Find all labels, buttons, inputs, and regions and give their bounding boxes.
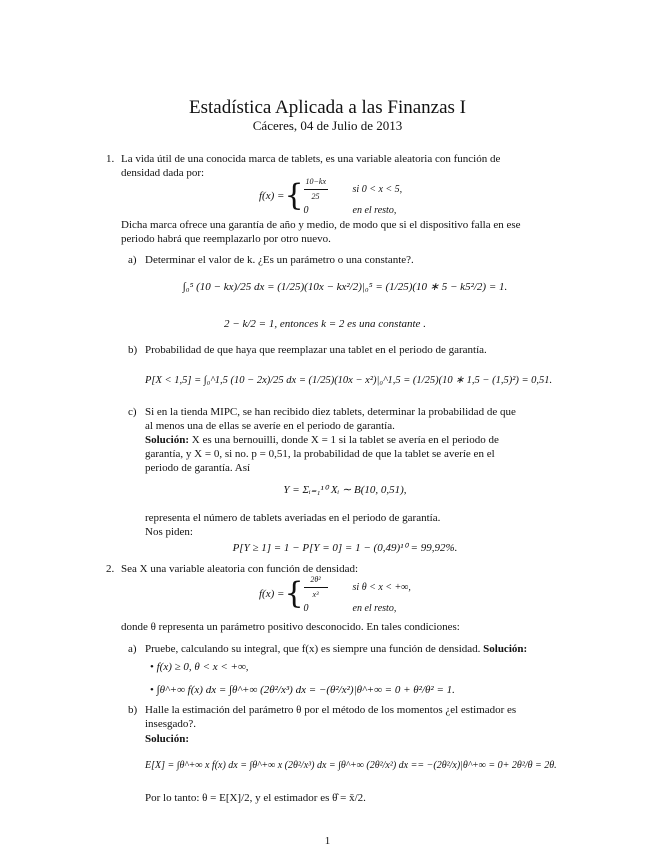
problem-1c-equation2: P[Y ≥ 1] = 1 − P[Y = 0] = 1 − (0,49)¹⁰ = 99,92%. [232,542,458,554]
problem-1c-line1: Si en la tienda MIPC, se han recibido diez tablets, determinar la probabilidad de que [145,406,516,418]
problem-1c-line7: Nos piden: [145,526,193,538]
document-title: Estadística Aplicada a las Finanzas I [189,97,466,118]
problem-1-intro-line1: La vida útil de una conocida marca de tablets, es una variable aleatoria con función de [121,153,501,165]
problem-1-density [259,176,403,216]
problem-1-number: 1. [106,153,115,165]
density-case2-condition: en el resto, [352,204,397,216]
bullet2-text: ∫θ^+∞ f(x) dx = ∫θ^+∞ (2θ²/x³) dx = −(θ²/x²)|θ^+∞ = 0 + θ²/θ² = 1. [156,684,455,696]
problem-2b-solution-label: Solución: [145,733,190,745]
problem-1b-equation: P[X < 1,5] = ∫₀^1,5 (10 − 2x)/25 dx = (1/25)(10x − x²)|₀^1,5 = (1/25)(10 ∗ 1,5 − (1,5)²) = 0,51. [145,375,553,386]
problem-2b-line2: insesgado?. [145,718,197,730]
problem-2a-bullet1 [150,661,249,674]
problem-1a-label: a) [128,254,137,266]
problem-2-density [259,574,411,614]
problem-2a-text-line [145,643,527,656]
problem-1c-line3: X es una bernouilli, donde X = 1 si la tablet se avería en el periodo de [191,434,499,446]
bullet1-text: f(x) ≥ 0, θ < x < +∞, [156,661,249,673]
problem-2-intro: Sea X una variable aleatoria con función de densidad: [121,563,359,575]
density-case2-value: 0 [303,204,309,216]
problem-2b-final: Por lo tanto: θ = E[X]/2, y el estimador es θ̂ = x̄/2. [145,792,366,804]
problem-1-intro-line2: densidad dada por: [121,167,205,179]
density-case1-numerator: 10−kx [304,175,328,190]
problem-1c-line5: periodo de garantía. Así [145,462,251,474]
problem-1c-line4: garantía, y X = 0, si no. p = 0,51, la probabilidad de que la tablet se averíe en el [145,448,495,460]
problem-1a-text: Determinar el valor de k. ¿Es un parámetro o una constante?. [145,254,414,266]
left-brace: { [284,576,304,611]
problem-1c-label: c) [128,406,137,418]
problem-1c-solution [145,434,499,447]
density-case1-condition: si 0 < x < 5, [352,183,403,195]
density-case2-value: 0 [303,602,309,614]
problem-2b-equation: E[X] = ∫θ^+∞ x f(x) dx = ∫θ^+∞ x (2θ²/x³) dx = ∫θ^+∞ (2θ²/x²) dx == −(2θ²/x)|θ^+∞ = 0+ 2θ²/θ = 2θ. [145,760,557,771]
solution-label: Solución: [145,434,190,446]
problem-1c-equation1: Y = Σᵢ₌₁¹⁰ Xᵢ ∼ B(10, 0,51), [283,484,407,496]
density-lhs: f(x) = [259,588,285,600]
problem-2a-text: Pruebe, calculando su integral, que f(x) es siempre una función de densidad. [145,643,481,655]
problem-2b-line1: Halle la estimación del parámetro θ por el método de los momentos ¿el estimador es [145,704,517,716]
bullet-icon: • [150,684,154,696]
problem-2-after: donde θ representa un parámetro positivo desconocido. En tales condiciones: [121,621,460,633]
page-number: 1 [324,835,331,847]
problem-1b-text: Probabilidad de que haya que reemplazar una tablet en el periodo de garantía. [145,344,487,356]
density-case1-numerator: 2θ² [304,573,328,588]
density-lhs: f(x) = [259,190,285,202]
problem-2-number: 2. [106,563,115,575]
density-case1-denominator: x³ [312,589,319,599]
document-subtitle: Cáceres, 04 de Julio de 2013 [252,118,403,133]
problem-1b-label: b) [128,344,138,356]
problem-2a-bullet2 [150,684,455,697]
left-brace: { [284,178,304,213]
problem-1c-line6: representa el número de tablets averiadas en el periodo de garantía. [145,512,441,524]
bullet-icon: • [150,661,154,673]
problem-2b-label: b) [128,704,138,716]
problem-2a-label: a) [128,643,137,655]
problem-1a-equation2: 2 − k/2 = 1, entonces k = 2 es una constante . [224,318,426,330]
density-case1-condition: si θ < x < +∞, [352,581,411,593]
density-case2-condition: en el resto, [352,602,397,614]
problem-1c-line2: al menos una de ellas se averíe en el periodo de garantía. [145,420,395,432]
solution-label: Solución: [483,643,528,655]
density-case1-denominator: 25 [311,191,320,201]
problem-1-after-line1: Dicha marca ofrece una garantía de año y medio, de modo que si el dispositivo falla en ese [121,219,521,231]
problem-1-after-line2: periodo habrá que reemplazarlo por otro nuevo. [121,233,331,245]
problem-1a-equation1: ∫₀⁵ (10 − kx)/25 dx = (1/25)(10x − kx²/2)|₀⁵ = (1/25)(10 ∗ 5 − k5²/2) = 1. [182,281,508,293]
